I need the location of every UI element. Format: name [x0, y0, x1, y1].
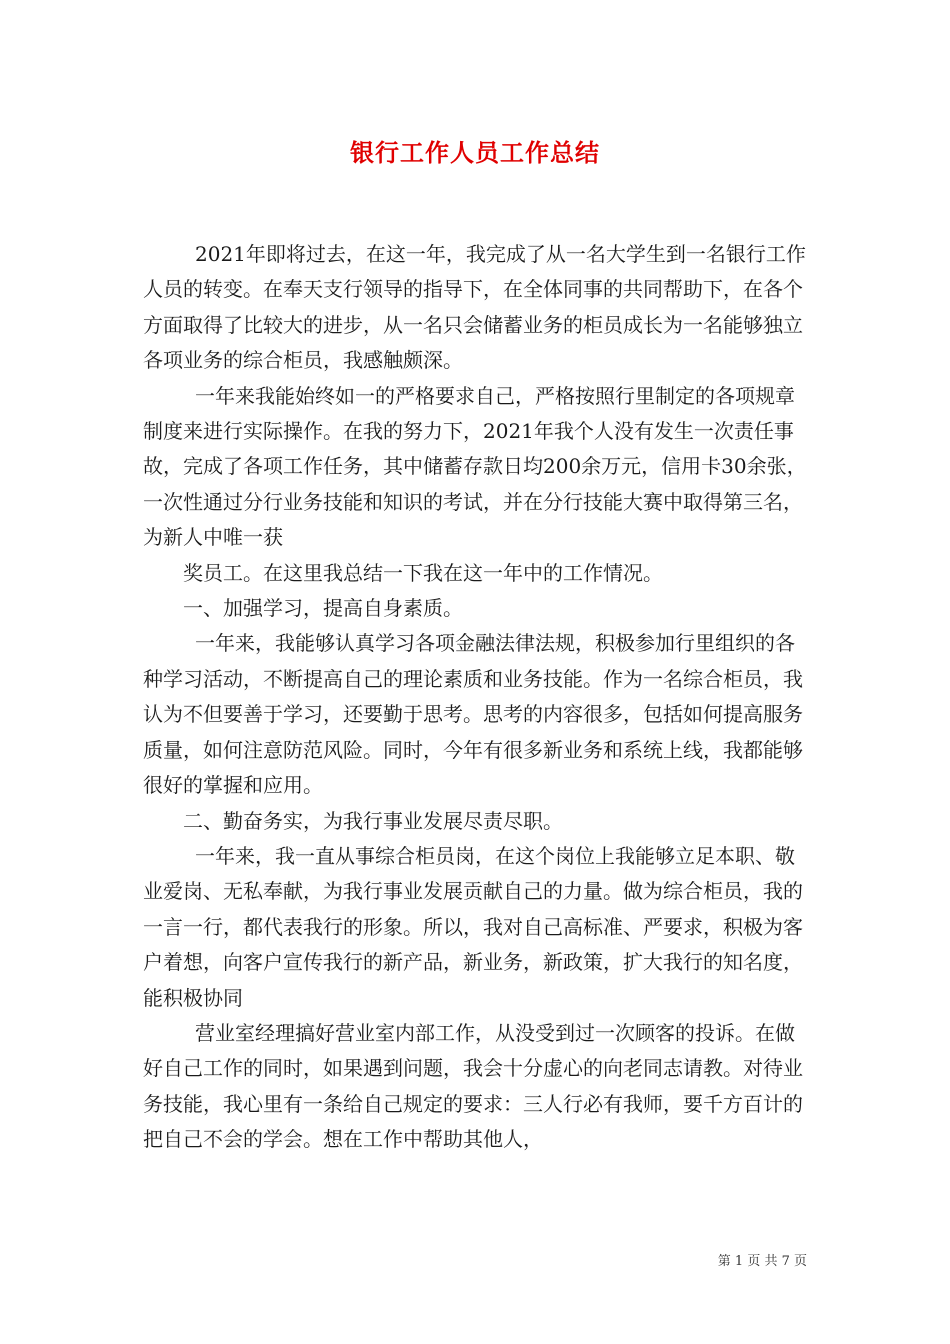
paragraph-achievements: 一年来我能始终如一的严格要求自己，严格按照行里制定的各项规章制度来进行实际操作。在我的努力下，2021年我个人没有发生一次责任事故，完成了各项工作任务，其中储蓄存款日均200余万元，信用卡30余张，一次性通过分行业务技能和知识的考试，并在分行技能大赛中取得第三名，为新人中唯一获 — [143, 383, 807, 550]
section-heading-1: 一、加强学习，提高自身素质。 — [183, 596, 463, 621]
document-body — [143, 237, 811, 1158]
paragraph-intro: 2021年即将过去，在这一年，我完成了从一名大学生到一名银行工作人员的转变。在奉天支行领导的指导下，在全体同事的共同帮助下，在各个方面取得了比较大的进步，从一名只会储蓄业务的柜员成长为一名能够独立各项业务的综合柜员，我感触颇深。 — [143, 242, 806, 373]
paragraph-learning: 一年来，我能够认真学习各项金融法律法规，积极参加行里组织的各种学习活动，不断提高自己的理论素质和业务技能。作为一名综合柜员，我认为不但要善于学习，还要勤于思考。思考的内容很多，包括如何提高服务质量，如何注意防范风险。同时，今年有很多新业务和系统上线，我都能够很好的掌握和应用。 — [143, 631, 803, 798]
document-title: 银行工作人员工作总结 — [350, 138, 600, 167]
paragraph-office-work: 营业室经理搞好营业室内部工作，从没受到过一次顾客的投诉。在做好自己工作的同时，如果遇到问题，我会十分虚心的向老同志请教。对待业务技能，我心里有一条给自己规定的要求：三人行必有我师，要千方百计的把自己不会的学会。想在工作中帮助其他人， — [143, 1020, 803, 1152]
page-number: 第 1 页 共 7 页 — [717, 1254, 807, 1269]
section-heading-2: 二、勤奋务实，为我行事业发展尽责尽职。 — [183, 808, 563, 833]
paragraph-diligence: 一年来，我一直从事综合柜员岗，在这个岗位上我能够立足本职、敬业爱岗、无私奉献，为我行事业发展贡献自己的力量。做为综合柜员，我的一言一行，都代表我行的形象。所以，我对自己高标准、严要求，积极为客户着想，向客户宣传我行的新产品，新业务，新政策，扩大我行的知名度，能积极协同 — [143, 843, 803, 1010]
paragraph-summary-lead: 奖员工。在这里我总结一下我在这一年中的工作情况。 — [183, 560, 663, 585]
